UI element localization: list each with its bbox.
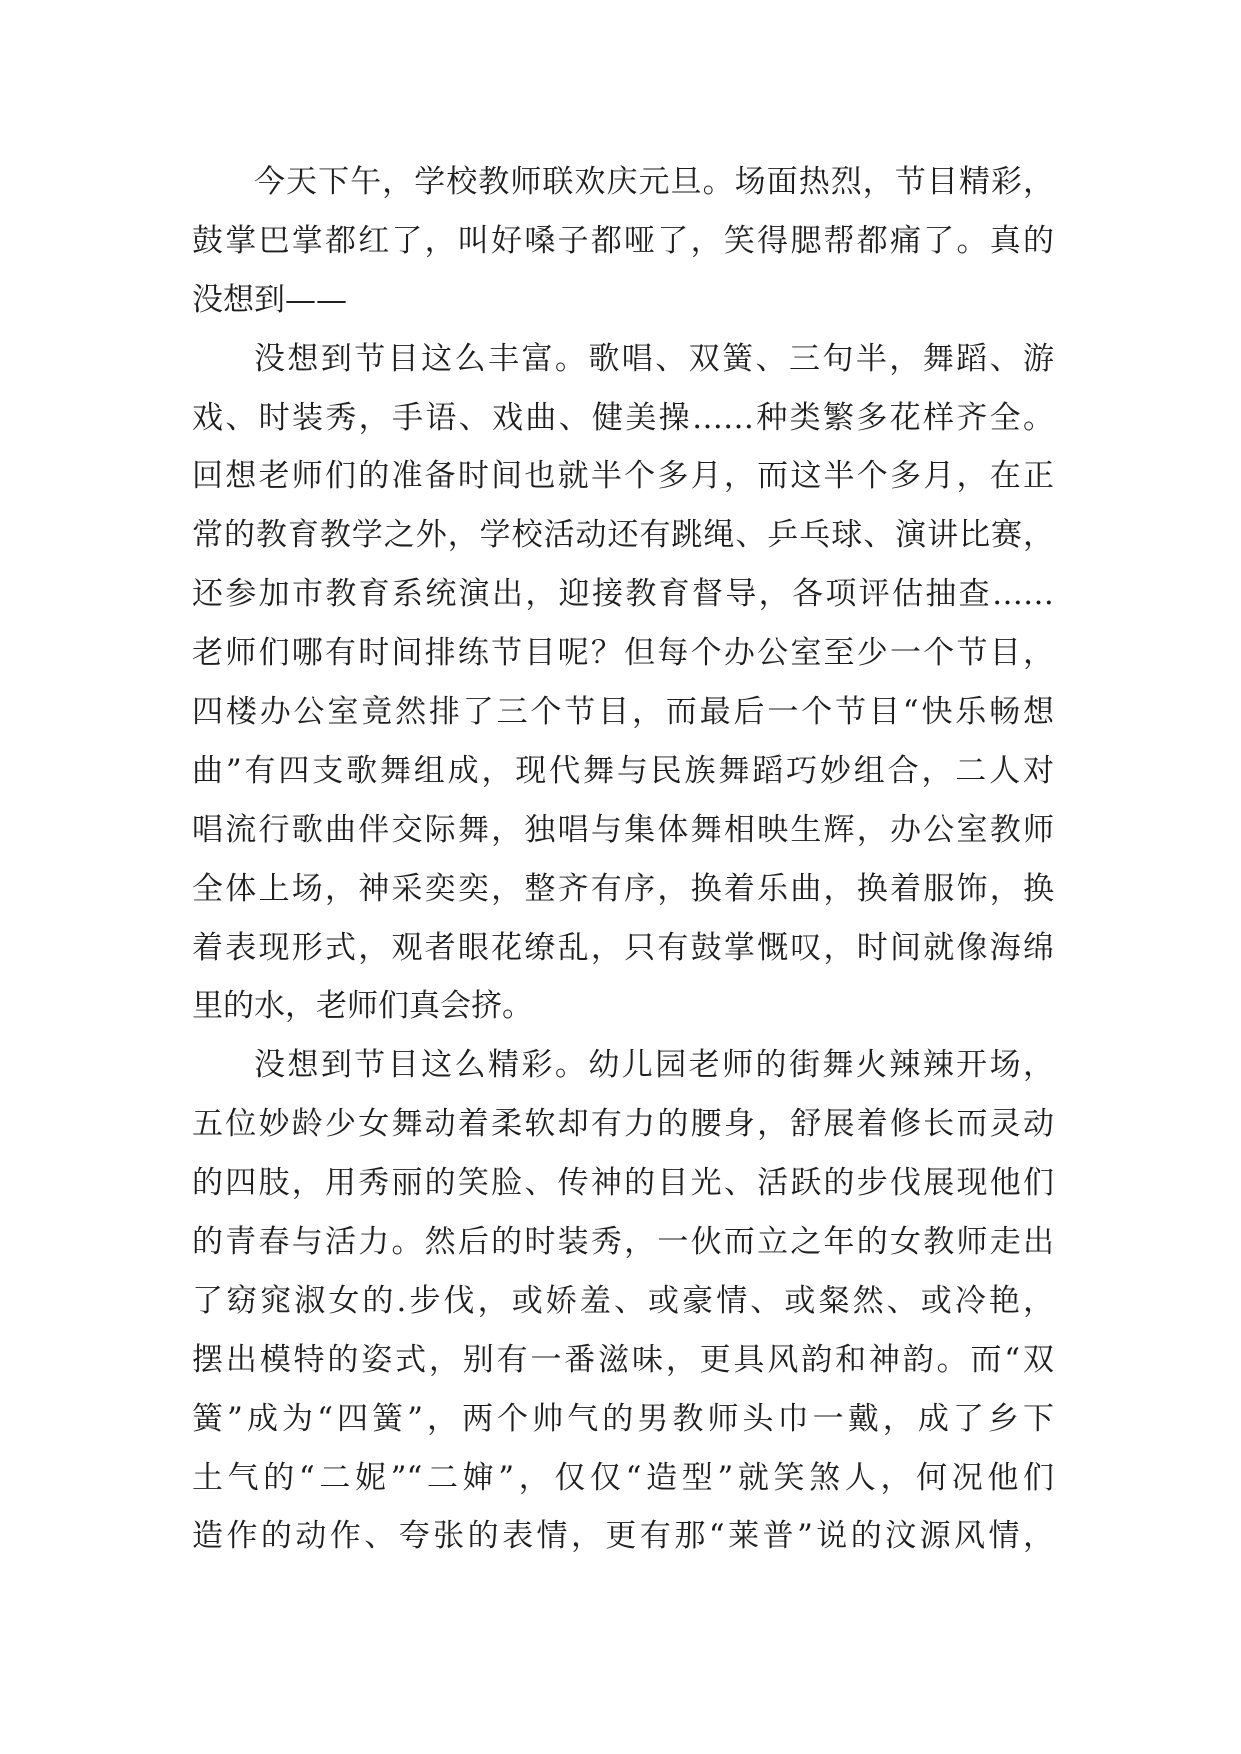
- paragraph-line: 没想到节目这么丰富。歌唱、双簧、三句半，舞蹈、游: [254, 340, 1054, 377]
- paragraph-line: 簧”成为“四簧”，两个帅气的男教师头巾一戴，成了乡下: [192, 1400, 1054, 1437]
- paragraph-line: 没想到节目这么精彩。幼儿园老师的街舞火辣辣开场，: [254, 1047, 1054, 1084]
- paragraph-line: 老师们哪有时间排练节目呢？但每个办公室至少一个节目，: [192, 635, 1054, 672]
- paragraph-3: [192, 1036, 1054, 1566]
- paragraph-line: 摆出模特的姿式，别有一番滋味，更具风韵和神韵。而“双: [192, 1341, 1054, 1378]
- paragraph-line: 了窈窕淑女的.步伐，或娇羞、或豪情、或粲然、或冷艳，: [192, 1282, 1054, 1319]
- paragraph-2: [192, 330, 1054, 1037]
- paragraph-line: 没想到——: [192, 281, 347, 318]
- paragraph-line: 戏、时装秀，手语、戏曲、健美操……种类繁多花样齐全。: [192, 399, 1054, 436]
- paragraph-line: 土气的“二妮”“二婶”，仅仅“造型”就笑煞人，何况他们: [192, 1459, 1054, 1496]
- paragraph-line: 着表现形式，观者眼花缭乱，只有鼓掌慨叹，时间就像海绵: [192, 929, 1054, 966]
- paragraph-line: 鼓掌巴掌都红了，叫好嗓子都哑了，笑得腮帮都痛了。真的: [192, 222, 1054, 259]
- paragraph-line: 五位妙龄少女舞动着柔软却有力的腰身，舒展着修长而灵动: [192, 1106, 1054, 1143]
- paragraph-line: 唱流行歌曲伴交际舞，独唱与集体舞相映生辉，办公室教师: [192, 811, 1054, 848]
- body-text: [192, 153, 1054, 1566]
- paragraph-line: 今天下午，学校教师联欢庆元旦。场面热烈，节目精彩，: [254, 164, 1054, 200]
- paragraph-line: 造作的动作、夸张的表情，更有那“莱普”说的汶源风情，: [192, 1518, 1054, 1555]
- paragraph-line: 常的教育教学之外，学校活动还有跳绳、乒乓球、演讲比赛，: [192, 517, 1054, 554]
- paragraph-line: 的青春与活力。然后的时装秀，一伙而立之年的女教师走出: [192, 1224, 1054, 1261]
- paragraph-line: 里的水，老师们真会挤。: [192, 988, 533, 1025]
- paragraph-line: 曲”有四支歌舞组成，现代舞与民族舞蹈巧妙组合，二人对: [192, 752, 1054, 789]
- paragraph-line: 的四肢，用秀丽的笑脸、传神的目光、活跃的步伐展现他们: [192, 1165, 1054, 1202]
- paragraph-1: [192, 153, 1054, 330]
- paragraph-line: 全体上场，神采奕奕，整齐有序，换着乐曲，换着服饰，换: [192, 870, 1054, 907]
- paragraph-line: 还参加市教育系统演出，迎接教育督导，各项评估抽查……: [192, 576, 1054, 613]
- paragraph-line: 四楼办公室竟然排了三个节目，而最后一个节目“快乐畅想: [192, 694, 1054, 731]
- paragraph-line: 回想老师们的准备时间也就半个多月，而这半个多月，在正: [192, 458, 1054, 495]
